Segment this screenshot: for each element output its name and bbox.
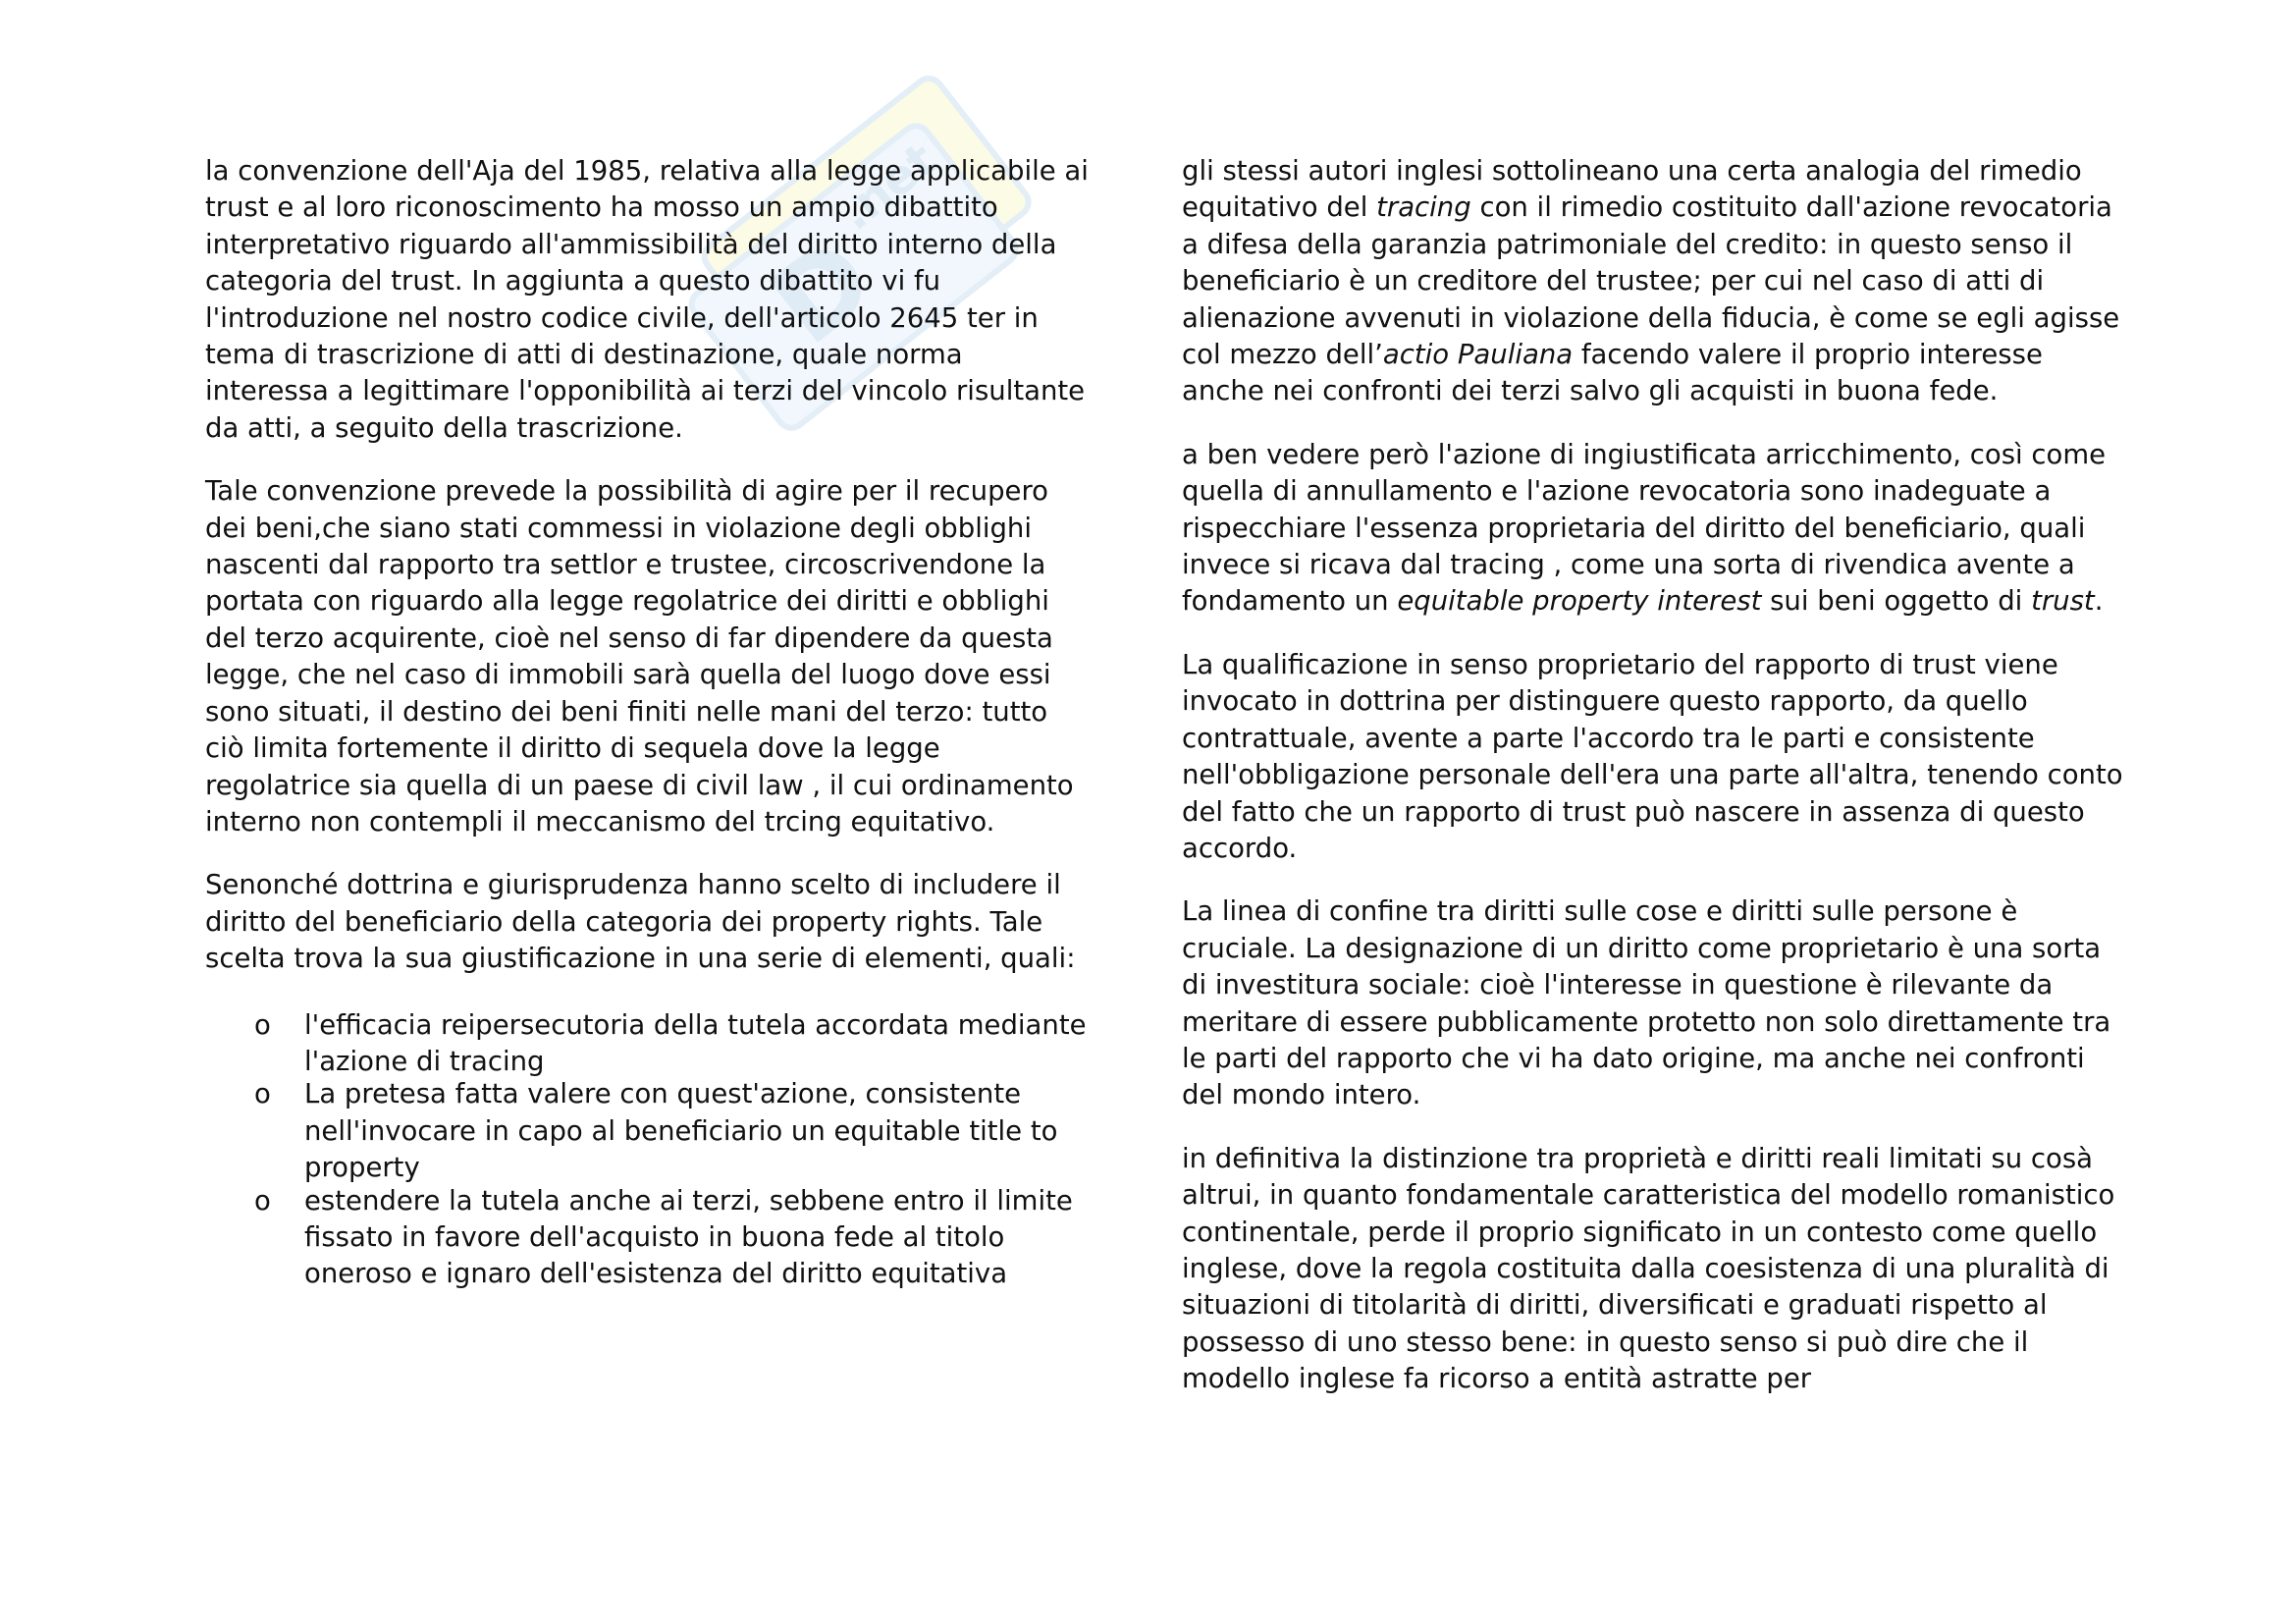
list-item-text: La pretesa fatta valere con quest'azione, consistente nell'invocare in capo al beneficiario un equitable title to property xyxy=(304,1078,1058,1184)
list-item-text: l'efficacia reipersecutoria della tutela accordata mediante l'azione di tracing xyxy=(304,1008,1087,1077)
list-item xyxy=(205,1007,1094,1081)
paragraph xyxy=(1182,437,2124,621)
bullet-marker: o xyxy=(254,1184,271,1217)
list-item xyxy=(205,1076,1094,1186)
paragraph: Tale convenzione prevede la possibilità di agire per il recupero dei beni,che siano stati commessi in violazione degli obblighi nascenti dal rapporto tra settlor e trustee, circoscrivendone la portata con riguardo alla legge regolatrice dei diritti e obblighi del terzo acquirente, cioè nel senso di far dipendere da questa legge, che nel caso di immobili sarà quella del luogo dove essi sono situati, il destino dei beni finiti nelle mani del terzo: tutto ciò limita fortemente il diritto di sequela dove la legge regolatrice sia quella di un paese di civil law , il cui ordinamento interno non contempli il meccanismo del trcing equitativo. xyxy=(205,475,1074,838)
svg-text:.net: .net xyxy=(828,132,947,242)
paragraph: La linea di confine tra diritti sulle cose e diritti sulle persone è cruciale. La designazione di un diritto come proprietario è una sorta di investitura sociale: cioè l'interesse in questione è rilevante da meritare di essere pubblicamente protetto non solo direttamente tra le parti del rapporto che vi ha dato origine, ma anche nei confronti del mondo intero. xyxy=(1182,895,2111,1111)
paragraph: Senonché dottrina e giurisprudenza hanno scelto di includere il diritto del beneficiario della categoria dei property rights. Tale scelta trova la sua giustificazione in una serie di elementi, quali: xyxy=(205,869,1076,975)
text-run: sui beni oggetto di xyxy=(1761,585,2032,618)
bullet-marker: o xyxy=(254,1078,271,1110)
italic-term: trust xyxy=(2031,585,2095,618)
paragraph: in definitiva la distinzione tra proprietà e diritti reali limitati su cosà altrui, in quanto fondamentale caratteristica del modello romanistico continentale, perde il proprio significato in un contesto come quello inglese, dove la regola costituita dalla coesistenza di una pluralità di situazioni di titolarità di diritti, diversificati e graduati rispetto al possesso di uno stesso bene: in questo senso si può dire che il modello inglese fa ricorso a entità astratte per xyxy=(1182,1142,2115,1395)
italic-term: actio Pauliana xyxy=(1382,339,1574,371)
text-run: . xyxy=(2094,585,2104,618)
text-run: a ben vedere però l'azione di ingiustificata arricchimento, così come quella di annullamento e l'azione revocatoria sono inadeguate a rispecchiare l'essenza proprietaria del diritto del beneficiario, quali invece si ricava dal tracing , come una sorta di rivendica avente a fondamento un xyxy=(1182,438,2107,618)
paragraph: la convenzione dell'Aja del 1985, relativa alla legge applicabile ai trust e al loro riconoscimento ha mosso un ampio dibattito interpretativo riguardo all'ammissibilità del diritto interno della categoria del trust. In aggiunta a questo dibattito vi fu l'introduzione nel nostro codice civile, dell'articolo 2645 ter in tema di trascrizione di atti di destinazione, quale norma interessa a legittimare l'opponibilità ai terzi del vincolo risultante da atti, a seguito della trascrizione. xyxy=(205,155,1089,444)
text-run: con il rimedio costituito dall'azione revocatoria a difesa della garanzia patrimoniale del credito: in questo senso il beneficiario è un creditore del trustee; per cui nel caso di atti di alienazione avvenuti in violazione della fiducia, è come se egli agisse col mezzo dell’ xyxy=(1182,191,2120,371)
bullet-marker: o xyxy=(254,1008,271,1041)
paragraph: La qualificazione in senso proprietario del rapporto di trust viene invocato in dottrina per distinguere questo rapporto, da quello contrattuale, avente a parte l'accordo tra le parti e consistente nell'obbligazione personale dell'era una parte all'altra, tenendo conto del fatto che un rapporto di trust può nascere in assenza di questo accordo. xyxy=(1182,648,2123,864)
text-run: facendo valere il proprio interesse anche nei confronti dei terzi salvo gli acquisti in buona fede. xyxy=(1182,339,2043,407)
left-column xyxy=(205,153,1094,1289)
list-item xyxy=(205,1183,1094,1293)
italic-term: tracing xyxy=(1376,191,1471,224)
svg-text:D: D xyxy=(748,214,897,369)
list-item-text: estendere la tutela anche ai terzi, sebbene entro il limite fissato in favore dell'acquisto in buona fede al titolo oneroso e ignaro dell'esistenza del diritto equitativa xyxy=(304,1184,1073,1290)
right-column xyxy=(1182,153,2124,1425)
text-run: gli stessi autori inglesi sottolineano una certa analogia del rimedio equitativo del xyxy=(1182,155,2082,224)
italic-term: equitable property interest xyxy=(1397,585,1762,618)
paragraph xyxy=(1182,153,2124,410)
bullet-list xyxy=(205,1007,1094,1293)
